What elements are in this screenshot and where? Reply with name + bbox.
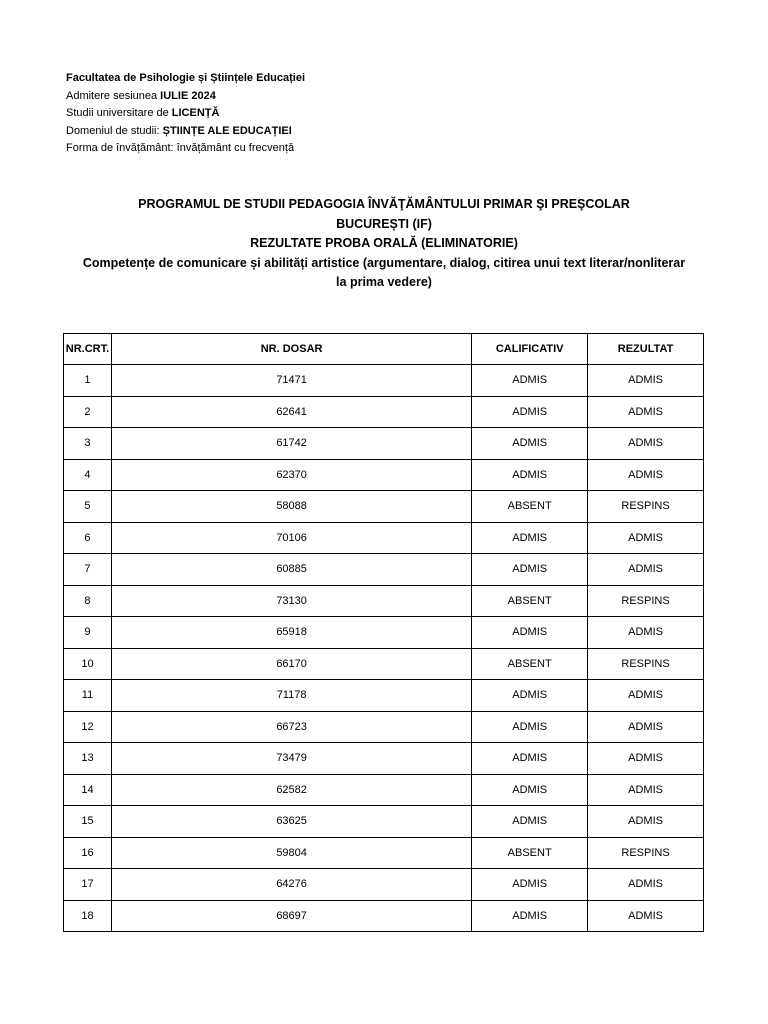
cell-calificativ: ABSENT [472, 648, 588, 680]
cell-calificativ: ABSENT [472, 585, 588, 617]
admission-session [66, 88, 305, 106]
cell-nr-crt: 16 [64, 837, 112, 869]
table-row [64, 806, 704, 838]
cell-rezultat: ADMIS [588, 365, 704, 397]
table-row [64, 648, 704, 680]
cell-rezultat: ADMIS [588, 900, 704, 932]
cell-nr-crt: 3 [64, 428, 112, 460]
cell-rezultat: ADMIS [588, 554, 704, 586]
faculty-name: Facultatea de Psihologie și Științele Educației [66, 72, 306, 84]
table-row [64, 869, 704, 901]
table-row [64, 522, 704, 554]
table-row [64, 774, 704, 806]
table-header-row [64, 334, 704, 365]
column-header-nr-crt: NR.CRT. [64, 334, 112, 365]
cell-nr-dosar: 59804 [111, 837, 471, 869]
cell-rezultat: RESPINS [588, 837, 704, 869]
table-row [64, 680, 704, 712]
cell-nr-dosar: 73479 [111, 743, 471, 775]
cell-calificativ: ADMIS [472, 396, 588, 428]
table-row [64, 711, 704, 743]
exam-description: Competențe de comunicare și abilități artistice (argumentare, dialog, citirea unui text literar/nonliterar [82, 255, 686, 270]
cell-calificativ: ADMIS [472, 806, 588, 838]
cell-calificativ: ABSENT [472, 491, 588, 523]
cell-nr-dosar: 68697 [111, 900, 471, 932]
cell-calificativ: ADMIS [472, 554, 588, 586]
cell-nr-crt: 8 [64, 585, 112, 617]
cell-calificativ: ADMIS [472, 365, 588, 397]
cell-rezultat: RESPINS [588, 491, 704, 523]
cell-calificativ: ADMIS [472, 617, 588, 649]
cell-nr-crt: 10 [64, 648, 112, 680]
cell-nr-crt: 14 [64, 774, 112, 806]
table-row [64, 585, 704, 617]
cell-rezultat: ADMIS [588, 428, 704, 460]
results-table [63, 333, 704, 932]
cell-nr-dosar: 73130 [111, 585, 471, 617]
table-row [64, 743, 704, 775]
cell-nr-crt: 17 [64, 869, 112, 901]
cell-nr-dosar: 63625 [111, 806, 471, 838]
table-row [64, 900, 704, 932]
cell-rezultat: ADMIS [588, 459, 704, 491]
program-location: BUCUREȘTI (IF) [336, 216, 432, 231]
cell-calificativ: ADMIS [472, 428, 588, 460]
cell-nr-dosar: 70106 [111, 522, 471, 554]
cell-rezultat: ADMIS [588, 522, 704, 554]
exam-description-continued: la prima vedere) [336, 275, 432, 289]
document-header [66, 70, 305, 158]
cell-nr-crt: 2 [64, 396, 112, 428]
session-value: IULIE 2024 [160, 89, 216, 102]
cell-rezultat: ADMIS [588, 743, 704, 775]
document-title [40, 195, 728, 293]
table-row [64, 428, 704, 460]
cell-rezultat: ADMIS [588, 617, 704, 649]
cell-nr-dosar: 62641 [111, 396, 471, 428]
cell-rezultat: ADMIS [588, 774, 704, 806]
cell-calificativ: ADMIS [472, 774, 588, 806]
cell-calificativ: ADMIS [472, 869, 588, 901]
table-row [64, 837, 704, 869]
cell-nr-crt: 13 [64, 743, 112, 775]
cell-nr-dosar: 60885 [111, 554, 471, 586]
table-row [64, 365, 704, 397]
cell-nr-crt: 12 [64, 711, 112, 743]
program-title: PROGRAMUL DE STUDII PEDAGOGIA ÎNVĂŢĂMÂNTULUI PRIMAR ŞI PREŞCOLAR [138, 197, 630, 211]
cell-rezultat: ADMIS [588, 711, 704, 743]
cell-nr-dosar: 58088 [111, 491, 471, 523]
cell-calificativ: ADMIS [472, 522, 588, 554]
cell-nr-crt: 4 [64, 459, 112, 491]
cell-nr-crt: 15 [64, 806, 112, 838]
cell-calificativ: ADMIS [472, 680, 588, 712]
column-header-nr-dosar: NR. DOSAR [111, 334, 471, 365]
column-header-rezultat: REZULTAT [588, 334, 704, 365]
exam-title: REZULTATE PROBA ORALĂ (ELIMINATORIE) [250, 236, 518, 250]
study-level [66, 105, 305, 123]
cell-nr-dosar: 66723 [111, 711, 471, 743]
cell-nr-crt: 5 [64, 491, 112, 523]
cell-calificativ: ADMIS [472, 711, 588, 743]
cell-nr-crt: 7 [64, 554, 112, 586]
cell-calificativ: ADMIS [472, 459, 588, 491]
table-row [64, 459, 704, 491]
level-value: LICENȚĂ [171, 107, 220, 119]
table-body [64, 365, 704, 932]
cell-nr-crt: 9 [64, 617, 112, 649]
study-domain [66, 123, 305, 141]
cell-nr-dosar: 64276 [111, 869, 471, 901]
study-form: Forma de învățământ: învățământ cu frecvență [66, 142, 295, 154]
table-row [64, 491, 704, 523]
cell-nr-crt: 1 [64, 365, 112, 397]
cell-nr-crt: 6 [64, 522, 112, 554]
table-row [64, 617, 704, 649]
cell-rezultat: RESPINS [588, 585, 704, 617]
cell-rezultat: ADMIS [588, 806, 704, 838]
column-header-calificativ: CALIFICATIV [472, 334, 588, 365]
cell-nr-dosar: 65918 [111, 617, 471, 649]
cell-calificativ: ABSENT [472, 837, 588, 869]
cell-nr-crt: 11 [64, 680, 112, 712]
cell-nr-dosar: 62582 [111, 774, 471, 806]
cell-rezultat: ADMIS [588, 396, 704, 428]
cell-nr-dosar: 66170 [111, 648, 471, 680]
domain-label: Domeniul de studii: [66, 124, 163, 137]
table-row [64, 554, 704, 586]
cell-nr-crt: 18 [64, 900, 112, 932]
cell-nr-dosar: 71178 [111, 680, 471, 712]
cell-rezultat: RESPINS [588, 648, 704, 680]
cell-rezultat: ADMIS [588, 869, 704, 901]
table-row [64, 396, 704, 428]
cell-nr-dosar: 61742 [111, 428, 471, 460]
cell-nr-dosar: 71471 [111, 365, 471, 397]
cell-rezultat: ADMIS [588, 680, 704, 712]
level-label: Studii universitare de [66, 107, 172, 119]
domain-value: ȘTIINȚE ALE EDUCAȚIEI [162, 124, 292, 137]
cell-nr-dosar: 62370 [111, 459, 471, 491]
cell-calificativ: ADMIS [472, 743, 588, 775]
cell-calificativ: ADMIS [472, 900, 588, 932]
session-label: Admitere sesiunea [66, 89, 161, 102]
